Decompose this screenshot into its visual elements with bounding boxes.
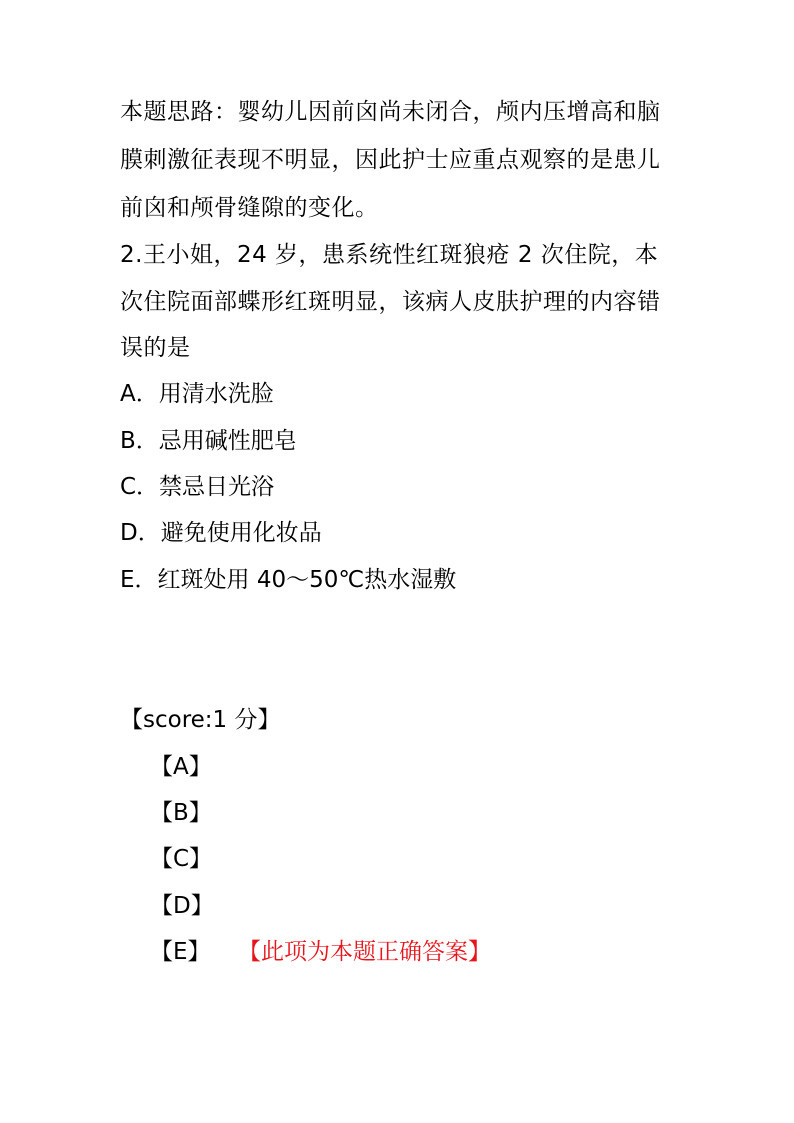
correct-answer-note: 【此项为本题正确答案】 [238, 939, 491, 965]
explanation-line-2: 膜刺激征表现不明显，因此护士应重点观察的是患儿 [120, 147, 661, 173]
option-b: B．忌用碱性肥皂 [120, 428, 297, 454]
option-c: C．禁忌日光浴 [120, 474, 275, 500]
explanation-line-3: 前囟和颅骨缝隙的变化。 [120, 195, 379, 221]
question-line-1: 2.王小姐，24 岁，患系统性红斑狼疮 2 次住院，本 [120, 242, 659, 268]
question-line-2: 次住院面部蝶形红斑明显，该病人皮肤护理的内容错 [120, 289, 661, 315]
answer-c: 【C】 [150, 846, 213, 872]
answer-a: 【A】 [150, 754, 212, 780]
answer-d: 【D】 [150, 893, 214, 919]
answer-b: 【B】 [150, 800, 212, 826]
option-d: D．避免使用化妆品 [120, 520, 322, 546]
option-e: E．红斑处用 40～50℃热水湿敷 [120, 567, 457, 593]
question-line-3: 误的是 [120, 335, 191, 361]
option-a: A．用清水洗脸 [120, 381, 274, 407]
answer-e: 【E】 [150, 939, 211, 965]
score-label: 【score:1 分】 [120, 707, 281, 733]
explanation-line-1: 本题思路：婴幼儿因前囟尚未闭合，颅内压增高和脑 [120, 99, 661, 125]
